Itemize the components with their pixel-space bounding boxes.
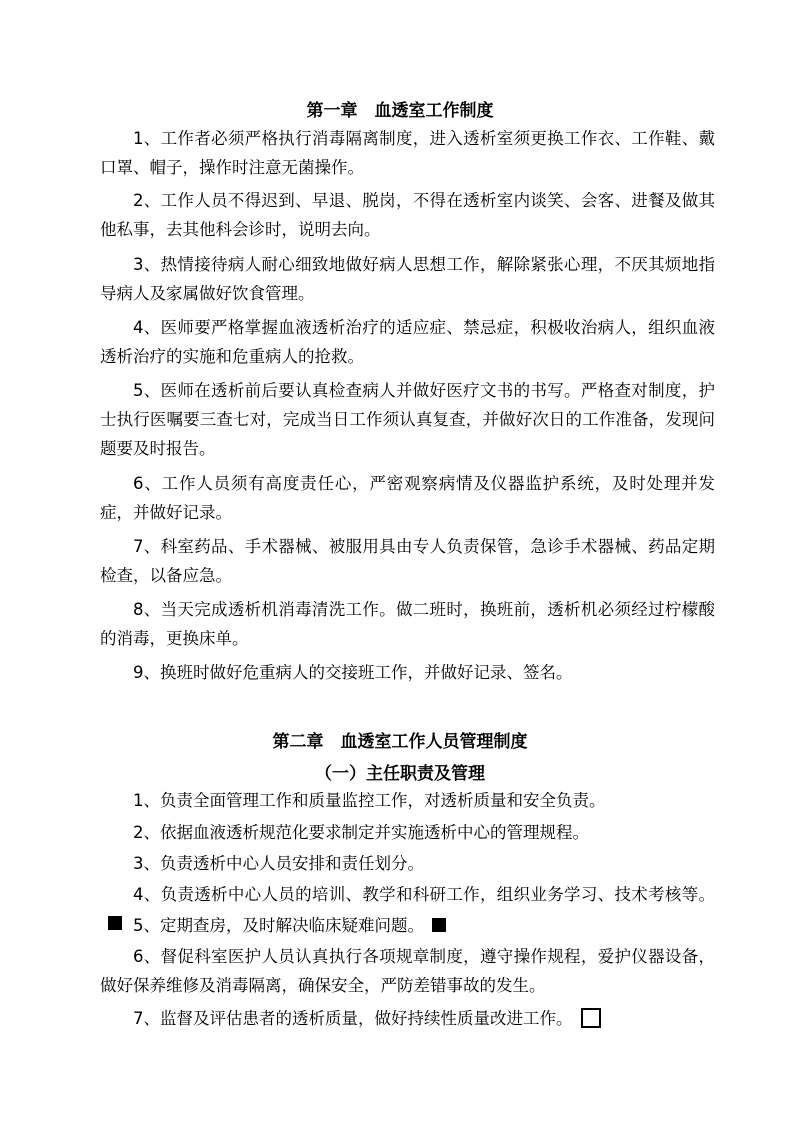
chapter-2-item-7 [100, 1004, 715, 1033]
chapter-2-item-2: 2、依据血液透析规范化要求制定并实施透析中心的管理规程。 [133, 823, 589, 842]
section-1-title: （一）主任职责及管理 [315, 764, 485, 784]
chapter-1-item-9: 9、换班时做好危重病人的交接班工作，并做好记录、签名。 [133, 663, 573, 682]
chapter-2-item-7-text: 7、监督及评估患者的透析质量，做好持续性质量改进工作。 [133, 1009, 573, 1028]
chapter-1-title: 第一章 血透室工作制度 [306, 101, 494, 121]
chapter-2-title: 第二章 血透室工作人员管理制度 [272, 732, 528, 752]
filled-square-mark [432, 918, 446, 932]
chapter-1-item-2: 2、工作人员不得迟到、早退、脱岗，不得在透析室内谈笑、会客、进餐及做其他私事，去其他科会诊时，说明去向。 [100, 191, 715, 239]
chapter-1-item-8: 8、当天完成透析机消毒清洗工作。做二班时，换班前，透析机必须经过柠檬酸的消毒，更换床单。 [100, 600, 715, 648]
empty-checkbox-mark[interactable] [581, 1008, 601, 1028]
chapter-1-item-4: 4、医师要严格掌握血液透析治疗的适应症、禁忌症，积极收治病人，组织血液透析治疗的实施和危重病人的抢救。 [100, 318, 715, 366]
chapter-1-item-6: 6、工作人员须有高度责任心，严密观察病情及仪器监护系统，及时处理并发症，并做好记录。 [100, 474, 715, 522]
chapter-2-item-1: 1、负责全面管理工作和质量监控工作，对透析质量和安全负责。 [133, 791, 606, 810]
chapter-1-item-1: 1、工作者必须严格执行消毒隔离制度，进入透析室须更换工作衣、工作鞋、戴口罩、帽子，操作时注意无菌操作。 [100, 129, 715, 177]
chapter-2-item-5-text: 5、定期查房，及时解决临床疑难问题。 [133, 916, 424, 935]
chapter-1-item-7: 7、科室药品、手术器械、被服用具由专人负责保管，急诊手术器械、药品定期检查，以备应急。 [100, 537, 715, 585]
chapter-1-item-3: 3、热情接待病人耐心细致地做好病人思想工作，解除紧张心理，不厌其烦地指导病人及家属做好饮食管理。 [100, 255, 715, 303]
chapter-1-item-5: 5、医师在透析前后要认真检查病人并做好医疗文书的书写。严格查对制度，护士执行医嘱要三查七对，完成当日工作须认真复查，并做好次日的工作准备，发现问题要及时报告。 [100, 381, 715, 458]
chapter-2-item-5 [100, 911, 715, 940]
chapter-2-item-6: 6、督促科室医护人员认真执行各项规章制度，遵守操作规程，爱护仪器设备，做好保养维修及消毒隔离，确保安全，严防差错事故的发生。 [100, 947, 715, 995]
chapter-2-item-3: 3、负责透析中心人员安排和责任划分。 [133, 854, 424, 873]
chapter-2-item-4-text: 4、负责透析中心人员的培训、教学和科研工作，组织业务学习、技术考核等。 [133, 885, 715, 904]
